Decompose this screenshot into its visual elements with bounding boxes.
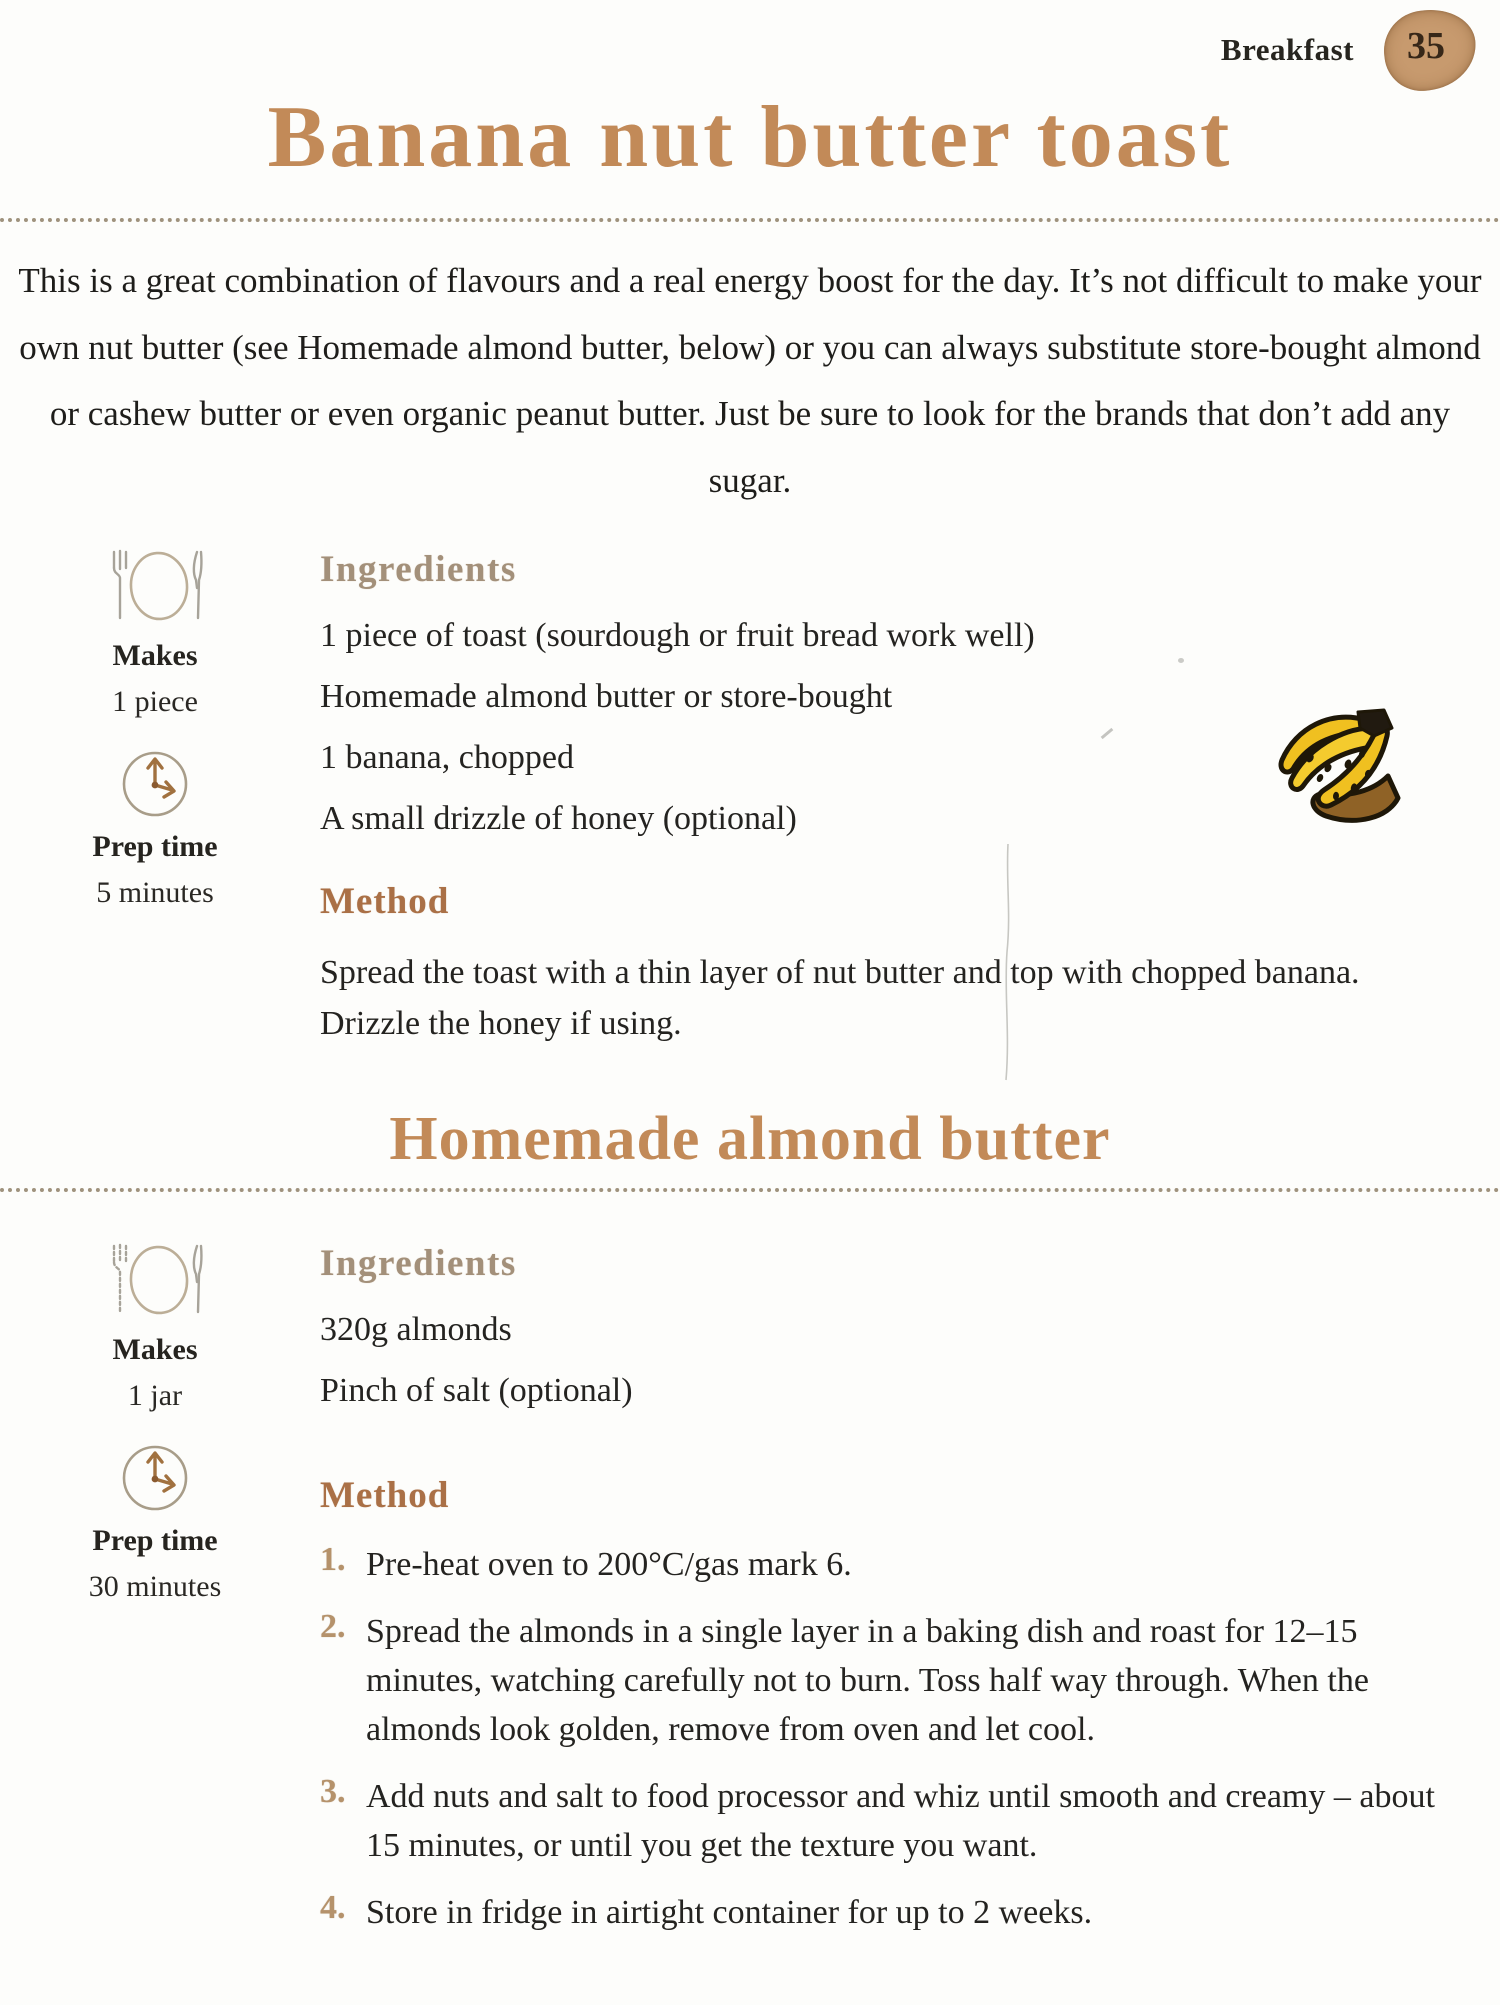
makes-label: Makes: [112, 1333, 198, 1367]
method-paragraph: Spread the toast with a thin layer of nut butter and top with chopped banana. Drizzle the honey if using.: [320, 954, 1360, 1043]
makes-label: Makes: [112, 639, 198, 673]
ingredient-item: Homemade almond butter or store-bought: [320, 678, 893, 716]
page-header: [1221, 10, 1476, 90]
ingredient-item: 1 banana, chopped: [320, 739, 574, 777]
step-text: Store in fridge in airtight container for up to 2 weeks.: [366, 1894, 1093, 1932]
plate-cutlery-icon: [40, 1242, 270, 1329]
sub-recipe-title: Homemade almond butter: [389, 1105, 1111, 1174]
method-step: [320, 1773, 1460, 1871]
ingredient-item: Pinch of salt (optional): [320, 1372, 633, 1410]
makes-value: 1 piece: [112, 685, 198, 719]
step-text: Spread the almonds in a single layer in a baking dish and roast for 12–15 minutes, watching carefully not to burn. Toss half way through. When the almonds look golden, remove from oven and let cool.: [366, 1613, 1369, 1749]
step-text: Pre-heat oven to 200°C/gas mark 6.: [366, 1546, 852, 1584]
makes-value: 1 jar: [127, 1379, 183, 1413]
recipe1-meta-sidebar: [40, 548, 270, 1049]
method-step: [320, 1889, 1460, 1938]
clock-icon: [40, 1441, 270, 1520]
banana-bunch-illustration: [1270, 702, 1422, 842]
step-number: 2.: [320, 1608, 346, 1646]
recipe-almond-butter: [0, 1192, 1500, 1956]
method-heading: Method: [320, 881, 450, 923]
ingredient-item: 320g almonds: [320, 1311, 512, 1349]
step-number: 3.: [320, 1773, 346, 1811]
method-step: [320, 1608, 1460, 1755]
ingredients-heading: Ingredients: [320, 1243, 517, 1285]
method-heading: Method: [320, 1475, 450, 1517]
step-number: 1.: [320, 1541, 346, 1579]
prep-time-value: 5 minutes: [96, 876, 214, 910]
method-steps-list: [320, 1541, 1460, 1938]
ingredients-heading: Ingredients: [320, 549, 517, 591]
method-step: [320, 1541, 1460, 1590]
page-number: 35: [1407, 25, 1445, 67]
ingredient-item: A small drizzle of honey (optional): [320, 800, 797, 838]
recipe2-meta-sidebar: [40, 1242, 270, 1956]
step-number: 4.: [320, 1889, 346, 1927]
prep-time-label: Prep time: [92, 830, 218, 864]
step-text: Add nuts and salt to food processor and whiz until smooth and creamy – about 15 minutes, or until you get the texture you want.: [366, 1778, 1435, 1865]
page-number-badge: [1380, 5, 1480, 94]
recipe2-content: [320, 1242, 1460, 1956]
section-label: Breakfast: [1220, 32, 1354, 67]
dotted-separator-middle: [0, 1188, 1500, 1192]
intro-paragraph: This is a great combination of flavours and a real energy boost for the day. It’s not difficult to make your own nut butter (see Homemade almond butter, below) or you can always substitute store-bought almond or cashew butter or even organic peanut butter. Just be sure to look for the brands that don’t add any sugar.: [18, 261, 1482, 500]
ingredient-item: 1 piece of toast (sourdough or fruit bread work well): [320, 617, 1035, 655]
ingredients-list: [320, 1311, 1460, 1410]
prep-time-value: 30 minutes: [88, 1570, 222, 1604]
prep-time-label: Prep time: [92, 1524, 218, 1558]
page-title: Banana nut butter toast: [267, 89, 1233, 186]
dotted-separator-top: [0, 218, 1500, 222]
plate-cutlery-icon: [40, 548, 270, 635]
clock-icon: [40, 747, 270, 826]
